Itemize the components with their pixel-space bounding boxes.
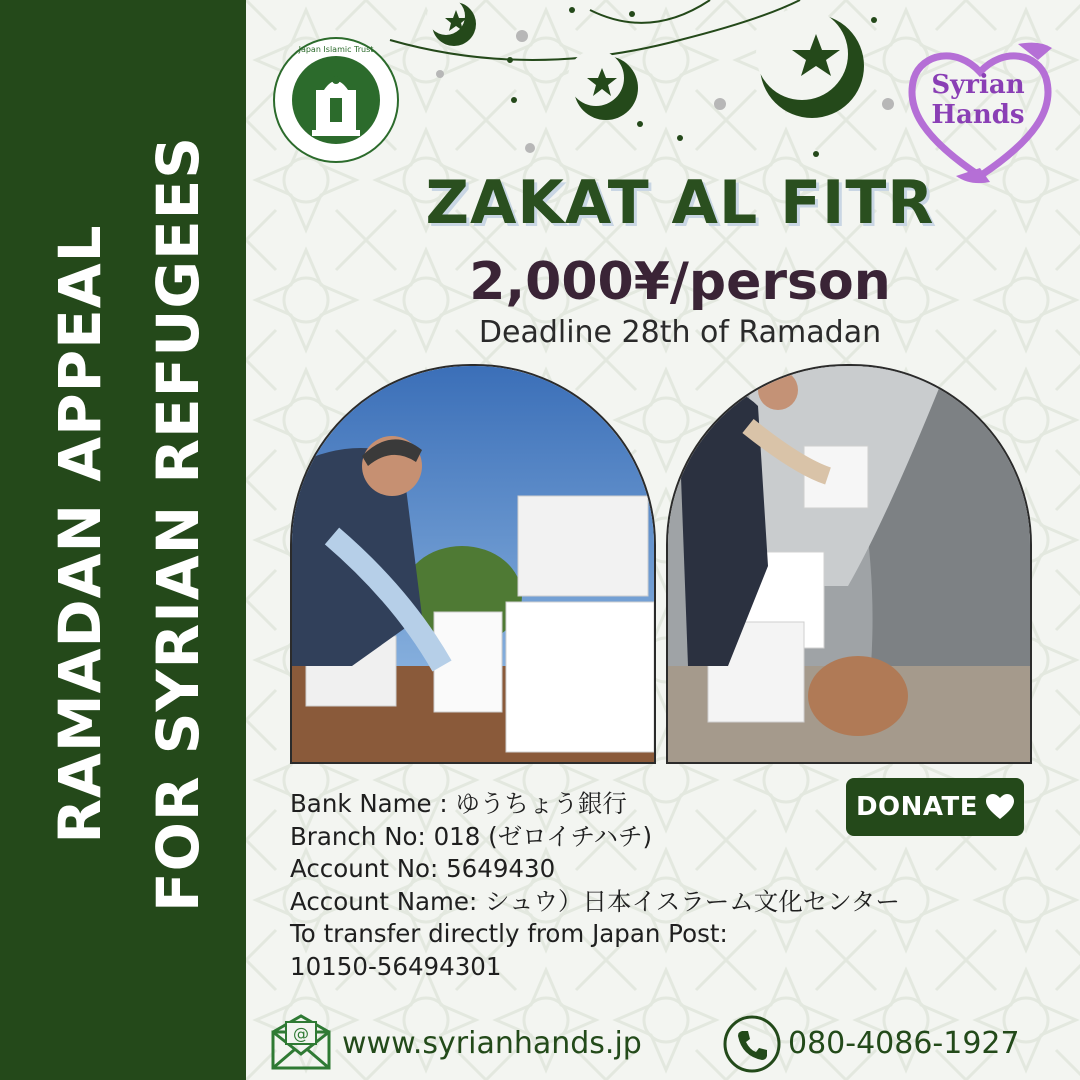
- website-link[interactable]: www.syrianhands.jp: [342, 1026, 642, 1061]
- aid-photo-boxes: [290, 364, 656, 764]
- phone-icon: [722, 1014, 782, 1074]
- email-icon: [270, 1014, 332, 1070]
- heart-icon: [986, 794, 1014, 820]
- japan-post-number: 10150-56494301: [290, 951, 502, 981]
- syrian-hands-logo-text: Syrian Hands: [931, 70, 1025, 130]
- branch-number: Branch No: 018 (ゼロイチハチ): [290, 821, 653, 851]
- account-name: Account Name: シュウ）日本イスラーム文化センター: [290, 886, 900, 916]
- japan-islamic-trust-logo: [272, 36, 400, 164]
- japan-islamic-trust-text: Japan Islamic Trust: [298, 45, 374, 54]
- svg-text:@: @: [293, 1024, 309, 1043]
- bank-name: Bank Name : ゆうちょう銀行: [290, 789, 627, 818]
- sidebar-heading-line2: FOR SYRIAN REFUGEES: [144, 135, 212, 913]
- transfer-note: To transfer directly from Japan Post:: [290, 919, 728, 948]
- deadline-text: Deadline 28th of Ramadan: [478, 315, 882, 350]
- donate-button[interactable]: [846, 778, 1024, 836]
- sidebar-heading-line1: RAMADAN APPEAL: [46, 224, 114, 844]
- account-number: Account No: 5649430: [290, 854, 556, 883]
- crescent-moon-decoration: [380, 0, 900, 170]
- price-per-person: 2,000¥/person: [469, 252, 891, 312]
- campaign-title: ZAKAT AL FITR: [425, 168, 935, 238]
- phone-number[interactable]: 080-4086-1927: [788, 1026, 1020, 1061]
- sidebar: [0, 0, 246, 1080]
- donate-label: DONATE: [855, 792, 979, 822]
- aid-photo-tent: [666, 364, 1032, 764]
